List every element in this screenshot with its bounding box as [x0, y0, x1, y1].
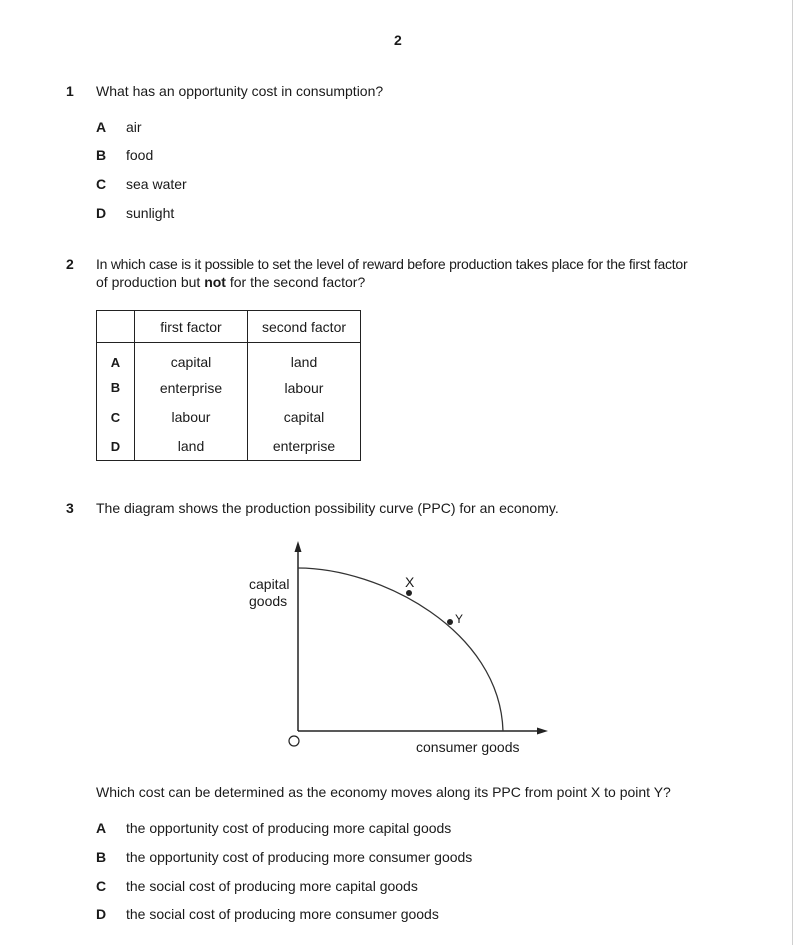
q1-option-d-letter: D: [96, 205, 107, 221]
q3-option-b-text: the opportunity cost of producing more consumer goods: [126, 849, 473, 865]
q1-option-d-text: sunlight: [126, 205, 175, 221]
table-row-letter: A: [97, 343, 135, 374]
table-row-letter: C: [97, 403, 135, 433]
q3-option-a-letter: A: [96, 820, 107, 836]
question-3-prompt: Which cost can be determined as the economy moves along its PPC from point X to point Y?: [96, 784, 671, 800]
q3-option-c-text: the social cost of producing more capital goods: [126, 878, 418, 894]
x-axis-label: consumer goods: [416, 739, 520, 755]
y-axis-label-line1: capital: [249, 576, 290, 592]
question-2-text-line1: In which case is it possible to set the level of reward before production takes place for the first factor: [96, 256, 688, 272]
question-2-text-post: for the second factor?: [225, 274, 366, 290]
q1-option-c-letter: C: [96, 176, 107, 192]
point-x-dot: [406, 590, 412, 596]
question-2-text-bold: not: [204, 274, 226, 290]
question-2-number: 2: [66, 256, 74, 272]
q1-option-c-text: sea water: [126, 176, 187, 192]
q3-option-b-letter: B: [96, 849, 107, 865]
y-axis-label-line2: goods: [249, 593, 288, 609]
table-cell-first: enterprise: [135, 373, 248, 403]
y-axis-arrow-icon: [295, 541, 302, 552]
q1-option-b-letter: B: [96, 147, 107, 163]
table-cell-second: land: [248, 343, 361, 374]
point-y-label: Y: [455, 612, 464, 626]
q3-option-a-text: the opportunity cost of producing more capital goods: [126, 820, 452, 836]
table-cell-second: capital: [248, 403, 361, 433]
table-header-second-factor: second factor: [248, 311, 361, 343]
question-3-text: The diagram shows the production possibility curve (PPC) for an economy.: [96, 500, 559, 516]
origin-label: [289, 736, 299, 746]
question-2-text-pre: of production but: [96, 274, 205, 290]
page-number: 2: [394, 32, 402, 48]
table-cell-first: capital: [135, 343, 248, 374]
table-header-first-factor: first factor: [135, 311, 248, 343]
table-row-letter: D: [97, 432, 135, 461]
point-x-label: X: [405, 574, 415, 590]
table-cell-first: land: [135, 432, 248, 461]
q3-option-d-text: the social cost of producing more consumer goods: [126, 906, 439, 922]
ppc-curve: [298, 568, 503, 731]
table-cell-second: labour: [248, 373, 361, 403]
q3-option-c-letter: C: [96, 878, 107, 894]
question-1-number: 1: [66, 83, 74, 99]
x-axis-arrow-icon: [537, 728, 548, 735]
table-cell-second: enterprise: [248, 432, 361, 461]
question-3-number: 3: [66, 500, 74, 516]
y-axis-label: [249, 576, 289, 610]
table-row-letter: B: [97, 373, 135, 403]
table-cell-first: labour: [135, 403, 248, 433]
q3-option-d-letter: D: [96, 906, 107, 922]
q1-option-b-text: food: [126, 147, 154, 163]
question-1-text: What has an opportunity cost in consumption?: [96, 83, 384, 99]
q1-option-a-letter: A: [96, 119, 107, 135]
q1-option-a-text: air: [126, 119, 142, 135]
point-y-dot: [447, 619, 453, 625]
